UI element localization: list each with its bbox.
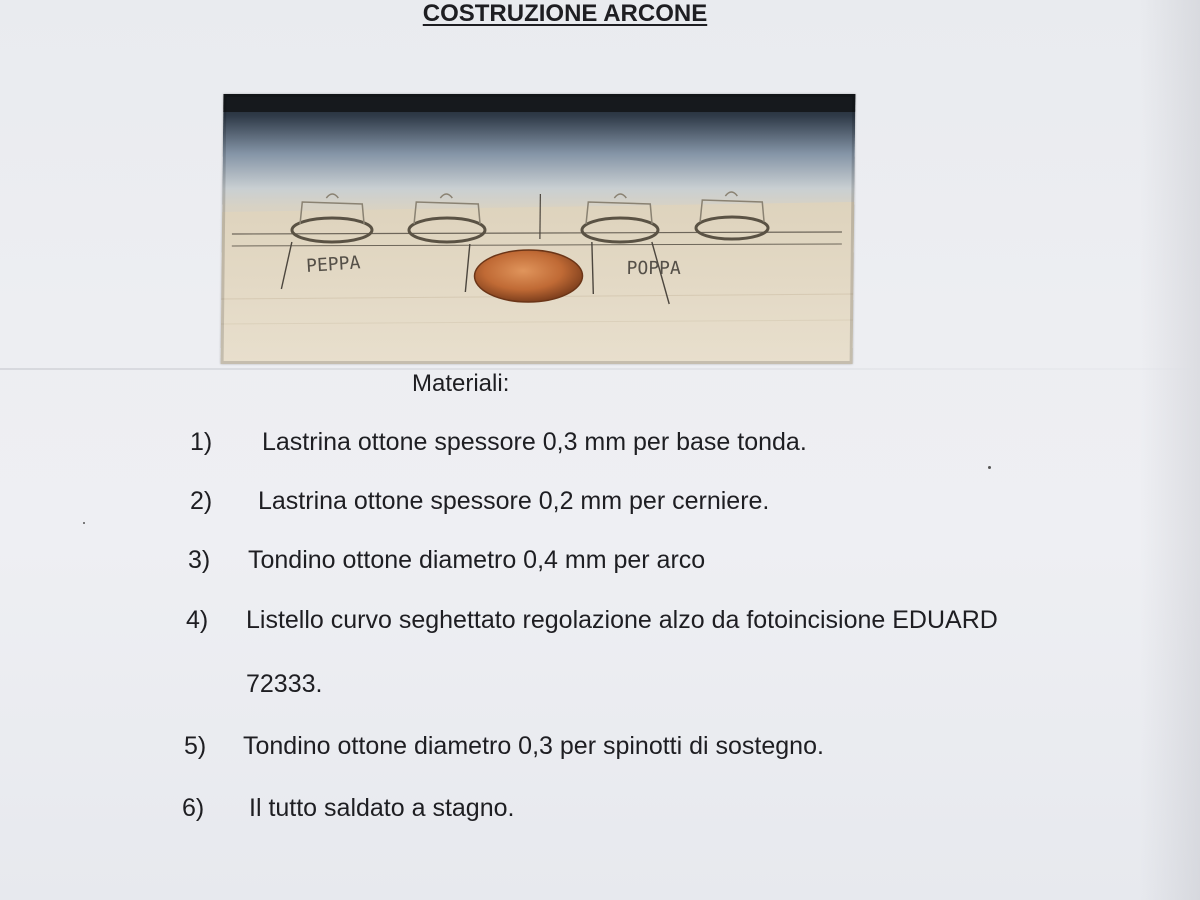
item-number: 1) <box>190 428 213 456</box>
item-number: 3) <box>188 546 211 574</box>
paper-fold <box>0 368 1200 370</box>
document-title: COSTRUZIONE ARCONE <box>422 0 708 27</box>
list-item: Il tutto saldato a stagno. <box>249 794 515 822</box>
list-item: Listello curvo seghettato regolazione alzo da fotoincisione EDUARD <box>246 606 998 634</box>
materials-heading: Materiali: <box>412 370 510 397</box>
list-item: Lastrina ottone spessore 0,3 mm per base tonda. <box>262 428 807 456</box>
arcone-photo <box>221 94 856 364</box>
paper-speck <box>988 466 991 469</box>
list-item: Tondino ottone diametro 0,3 per spinotti di sostegno. <box>243 732 824 760</box>
paper-shadow <box>1140 0 1200 900</box>
list-item: Tondino ottone diametro 0,4 mm per arco <box>248 546 706 574</box>
paper-speck <box>83 522 85 524</box>
photo-label-left: PEPPA <box>305 252 361 277</box>
item-number: 2) <box>190 487 213 515</box>
list-item-continuation: 72333. <box>246 670 323 698</box>
list-item: Lastrina ottone spessore 0,2 mm per cerniere. <box>258 487 770 515</box>
item-number: 4) <box>186 606 209 634</box>
photo-label-right: POPPA <box>626 258 681 279</box>
item-number: 5) <box>184 732 207 760</box>
item-number: 6) <box>182 794 205 822</box>
